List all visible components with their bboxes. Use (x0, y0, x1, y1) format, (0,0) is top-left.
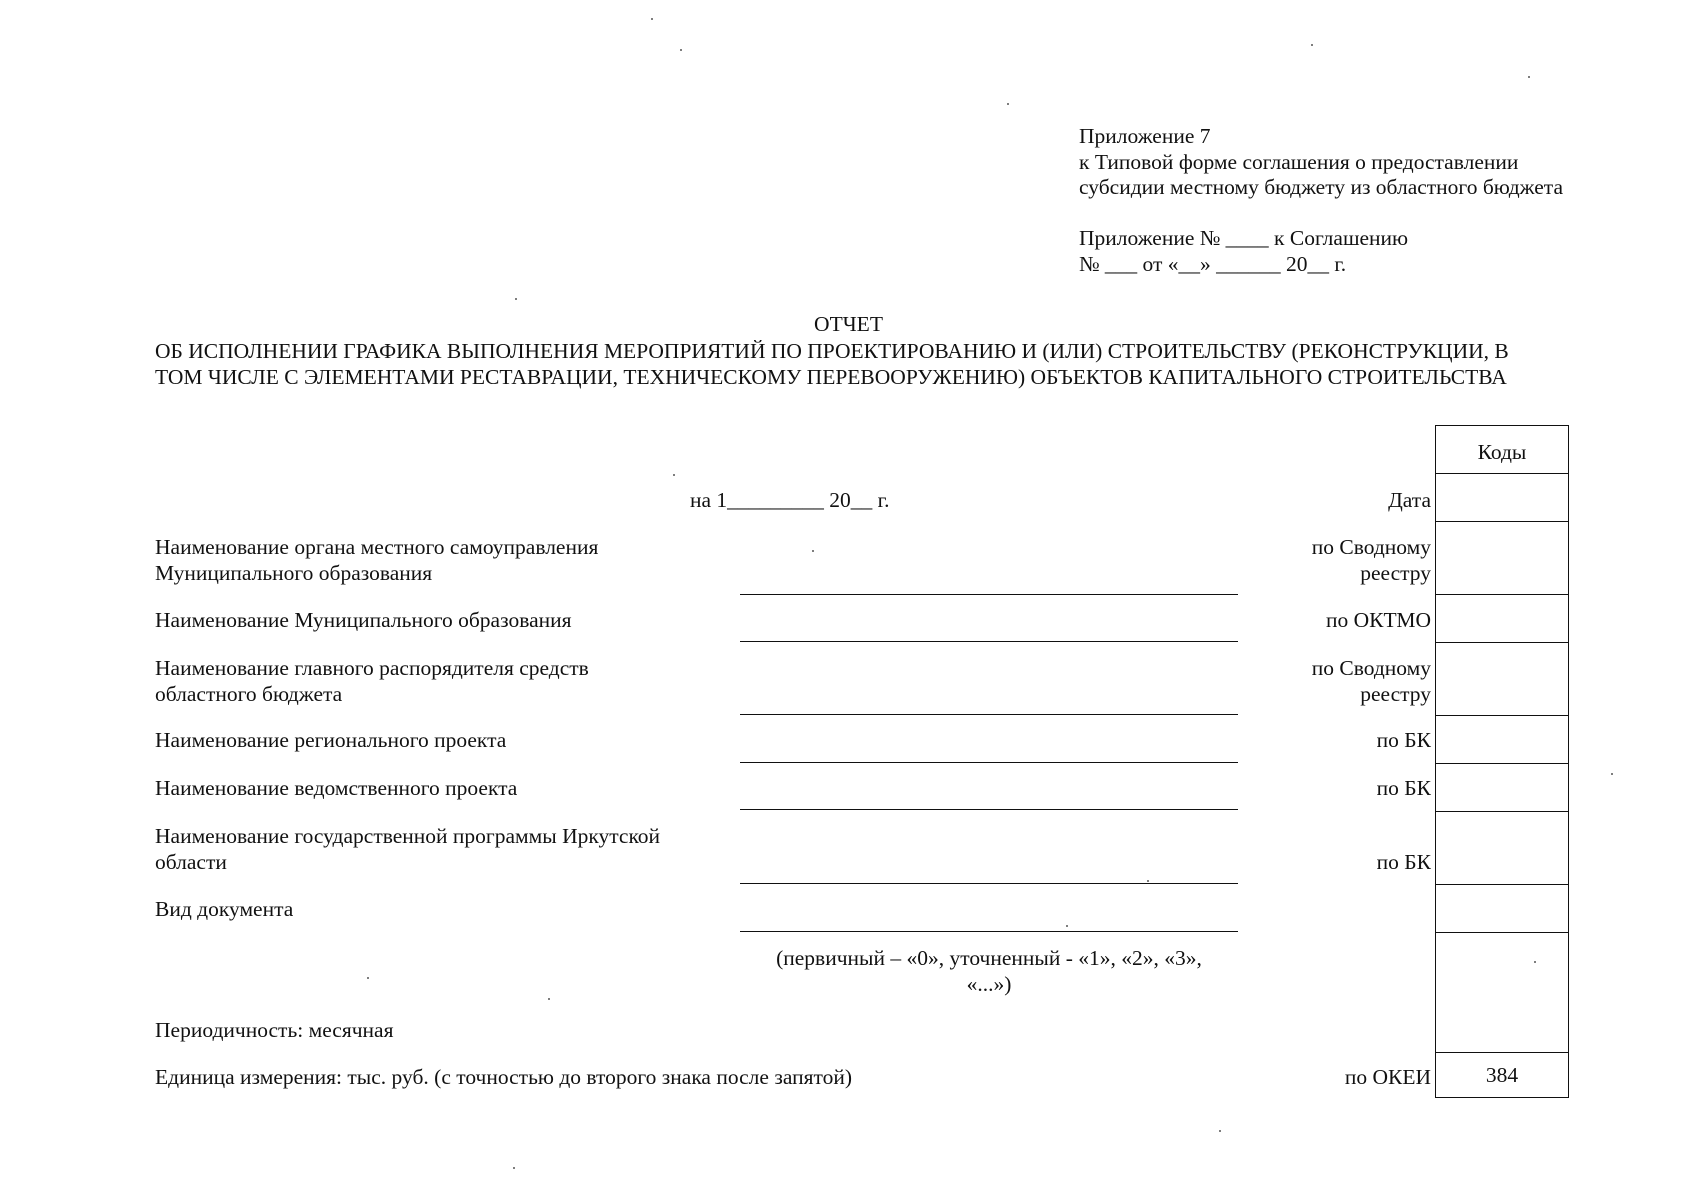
appendix-number: Приложение 7 (1079, 124, 1211, 148)
codes-header: Коды (1477, 440, 1527, 464)
code-label: по Сводному (1311, 656, 1431, 680)
field-label: Наименование органа местного самоуправления (155, 535, 599, 559)
appendix-reference: к Типовой форме соглашения о предоставлении (1079, 150, 1519, 174)
code-label: по Сводному (1311, 535, 1431, 559)
field-input-line[interactable] (740, 883, 1238, 884)
doc-type-hint-line-2: «...») (966, 972, 1012, 996)
field-input-line[interactable] (740, 641, 1238, 642)
unit-of-measure: Единица измерения: тыс. руб. (с точностью до второго знака после запятой) (155, 1065, 853, 1089)
field-input-line[interactable] (740, 762, 1238, 763)
field-input-line[interactable] (740, 809, 1238, 810)
agreement-appendix-number: Приложение № ____ к Соглашению (1079, 226, 1409, 250)
field-input-line[interactable] (740, 931, 1238, 932)
code-label: по БК (1376, 776, 1431, 800)
codes-column (1435, 425, 1569, 1098)
okei-code-label: по ОКЕИ (1344, 1065, 1431, 1089)
appendix-reference-cont: субсидии местному бюджету из областного бюджета (1079, 175, 1564, 199)
report-date-line: на 1_________ 20__ г. (690, 488, 890, 512)
code-label: по БК (1376, 728, 1431, 752)
field-label: Вид документа (155, 897, 294, 921)
report-title-line-1: ОБ ИСПОЛНЕНИИ ГРАФИКА ВЫПОЛНЕНИЯ МЕРОПРИЯТИЙ ПО ПРОЕКТИРОВАНИЮ И (ИЛИ) СТРОИТЕЛЬСТВУ (РЕКОНСТРУКЦИИ, В (155, 339, 1509, 363)
field-label: Наименование главного распорядителя средств (155, 656, 589, 680)
field-label: Наименование государственной программы Иркутской (155, 824, 661, 848)
agreement-number-date: № ___ от «__» ______ 20__ г. (1079, 252, 1347, 276)
code-label: по ОКТМО (1326, 608, 1431, 632)
doc-type-hint-line-1: (первичный – «0», уточненный - «1», «2», «3», (776, 946, 1202, 970)
field-input-line[interactable] (740, 714, 1238, 715)
report-title-line-2: ТОМ ЧИСЛЕ С ЭЛЕМЕНТАМИ РЕСТАВРАЦИИ, ТЕХНИЧЕСКОМУ ПЕРЕВООРУЖЕНИЮ) ОБЪЕКТОВ КАПИТАЛЬНОГО СТРОИТЕЛЬСТВА (155, 365, 1507, 389)
field-label: Наименование Муниципального образования (155, 608, 572, 632)
field-label-cont: Муниципального образования (155, 561, 433, 585)
field-input-line[interactable] (740, 594, 1238, 595)
date-code-label: Дата (1388, 488, 1431, 512)
code-label: по БК (1376, 850, 1431, 874)
okei-code-value: 384 (1485, 1063, 1519, 1087)
code-label-cont: реестру (1360, 561, 1431, 585)
report-heading: ОТЧЕТ (814, 312, 883, 336)
periodicity: Периодичность: месячная (155, 1018, 394, 1042)
field-label: Наименование регионального проекта (155, 728, 507, 752)
field-label-cont: областного бюджета (155, 682, 343, 706)
field-label-cont: области (155, 850, 227, 874)
field-label: Наименование ведомственного проекта (155, 776, 518, 800)
code-label-cont: реестру (1360, 682, 1431, 706)
